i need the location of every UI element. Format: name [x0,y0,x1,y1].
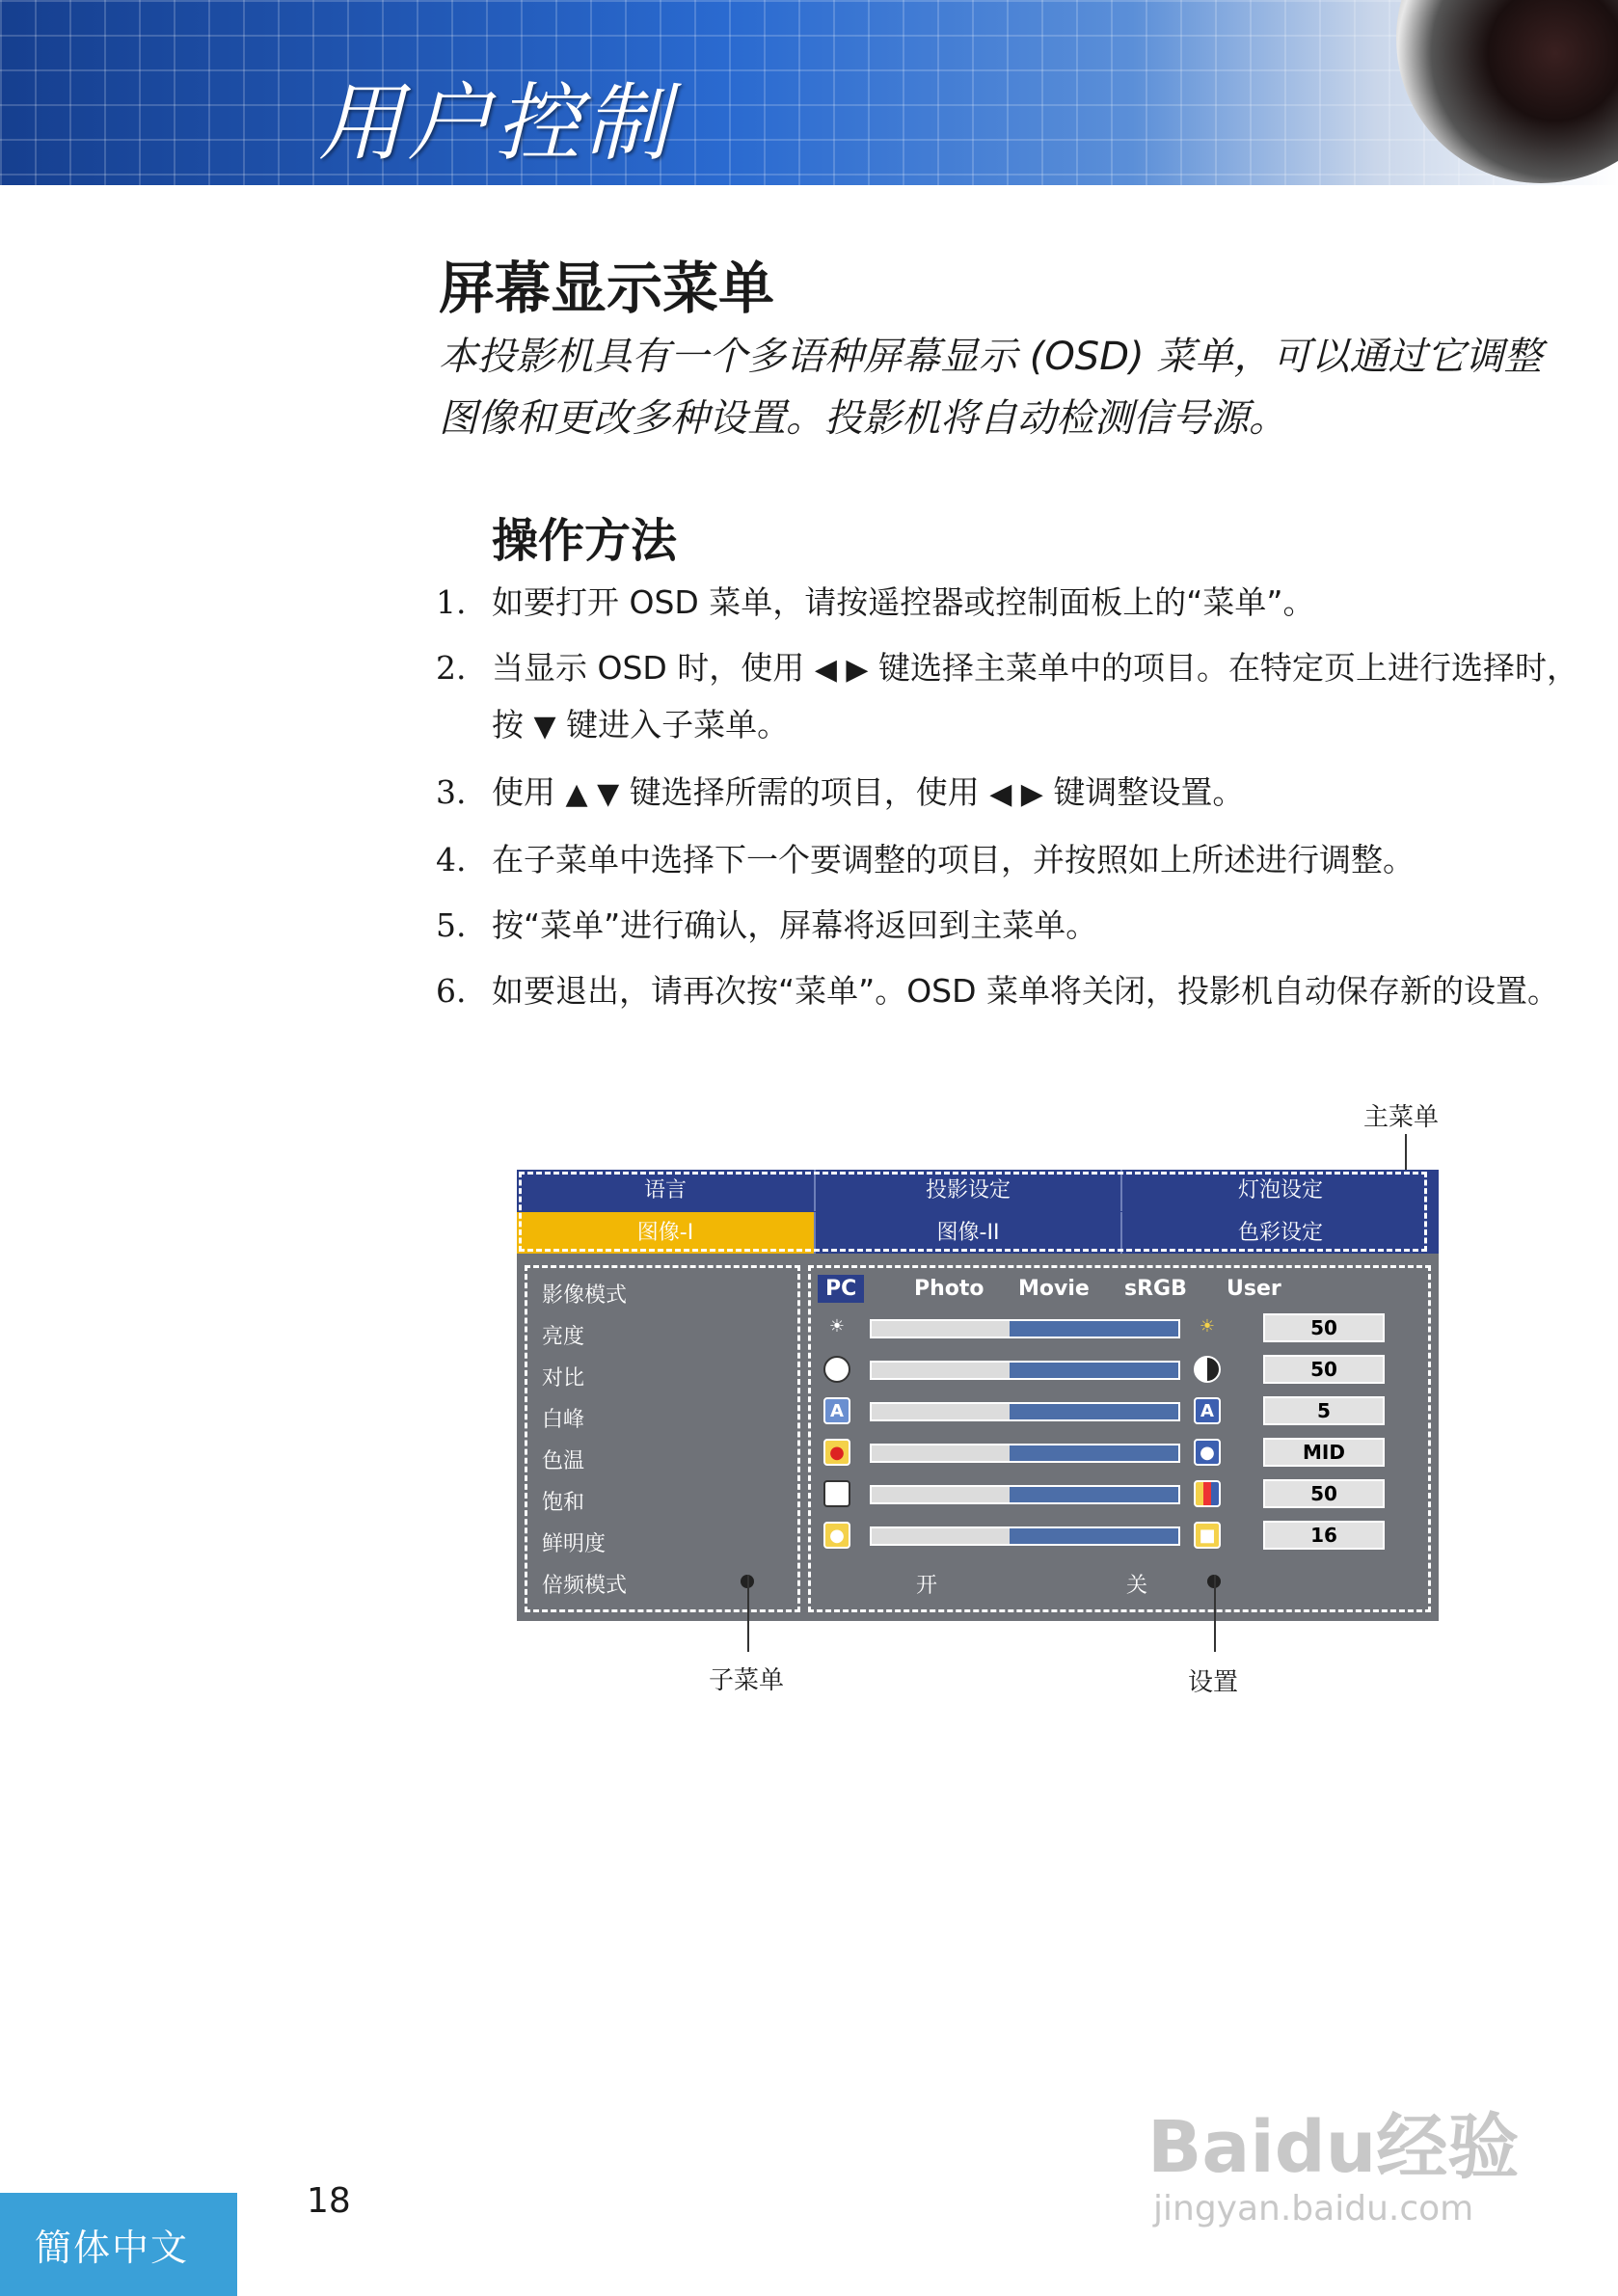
mode-option[interactable]: sRGB [1124,1277,1187,1301]
header-banner [0,0,1618,185]
submenu-item[interactable]: 白峰 [542,1408,585,1432]
osd-menu-diagram [517,1170,1439,1621]
color-temp-value: MID [1263,1438,1385,1467]
watermark-url: jingyan.baidu.com [1153,2189,1474,2228]
chapter-title: 用户控制 [318,73,674,173]
page-number: 18 [307,2181,351,2221]
sharpness-max-icon: ■ [1194,1522,1221,1549]
callout-line [1214,1575,1216,1652]
saturation-max-icon [1194,1480,1221,1507]
tab-color[interactable]: 色彩设定 [1237,1221,1323,1245]
slider-fill [1010,1487,1178,1502]
slider-fill [1010,1445,1178,1461]
submenu-item[interactable]: 亮度 [542,1325,585,1349]
steps-list [436,575,1593,1029]
submenu-item[interactable]: 鲜明度 [542,1532,607,1556]
white-peak-icon: A [823,1397,850,1424]
mode-option[interactable]: Photo [914,1277,984,1301]
callout-settings: 设置 [1188,1668,1239,1697]
saturation-value: 50 [1263,1479,1385,1508]
tab-projection[interactable]: 投影设定 [816,1170,1122,1211]
sharpness-slider[interactable] [870,1526,1180,1546]
sharpness-value: 16 [1263,1521,1385,1550]
submenu-item[interactable]: 色温 [542,1449,585,1473]
contrast-icon [823,1356,850,1383]
submenu-outline [525,1265,800,1612]
step-item: 5. 按“菜单”进行确认，屏幕将返回到主菜单。 [436,906,1098,944]
saturation-slider[interactable] [870,1485,1180,1504]
toggle-on-option[interactable]: 开 [916,1574,938,1598]
callout-line [747,1575,749,1652]
submenu-item[interactable]: 影像模式 [542,1283,628,1308]
white-peak-max-icon: A [1194,1397,1221,1424]
step-item: 6. 如要退出，请再次按“菜单”。OSD 菜单将关闭，投影机自动保存新的设置。 [436,972,1560,1010]
callout-submenu: 子菜单 [709,1666,785,1695]
brightness-icon: ☀ [828,1316,846,1337]
white-peak-slider[interactable] [870,1402,1180,1421]
contrast-max-icon [1194,1356,1221,1383]
brightness-max-icon: ☀ [1199,1316,1216,1337]
toggle-off-option[interactable]: 关 [1126,1574,1148,1598]
step-item: 3. 使用 ▲ ▼ 键选择所需的项目，使用 ◀ ▶ 键调整设置。 [436,773,1245,811]
left-right-arrow-icon: ◀ ▶ [989,777,1043,811]
slider-fill [1010,1404,1178,1419]
watermark-logo: Baidu经验 [1147,2106,1520,2189]
brightness-slider[interactable] [870,1319,1180,1338]
tab-lamp[interactable]: 灯泡设定 [1237,1178,1323,1202]
mode-option[interactable]: Movie [1018,1277,1090,1301]
slider-fill [1010,1363,1178,1378]
step-item: 2. 当显示 OSD 时，使用 ◀ ▶ 键选择主菜单中的项目。在特定页上进行选择时，按 ▼ 键进入子菜单。 [436,649,1578,743]
mode-option[interactable]: User [1227,1277,1281,1301]
color-temp-max-icon: ● [1194,1439,1221,1466]
section-title: 屏幕显示菜单 [439,256,775,321]
color-temp-icon: ● [823,1439,850,1466]
callout-main-menu: 主菜单 [1363,1103,1440,1132]
submenu-item[interactable]: 对比 [542,1366,585,1391]
submenu-item[interactable]: 饱和 [542,1491,585,1515]
sharpness-icon: ● [823,1522,850,1549]
contrast-value: 50 [1263,1355,1385,1384]
tab-language[interactable]: 语言 [517,1170,816,1211]
submenu-item[interactable]: 倍频模式 [542,1574,628,1598]
white-peak-value: 5 [1263,1396,1385,1425]
tab-image-1[interactable]: 图像-I [517,1212,816,1254]
down-arrow-icon: ▼ [533,710,556,743]
step-item: 4. 在子菜单中选择下一个要调整的项目，并按照如上所述进行调整。 [436,841,1415,878]
color-temp-slider[interactable] [870,1444,1180,1463]
slider-fill [1010,1321,1178,1337]
slider-fill [1010,1528,1178,1544]
up-down-arrow-icon: ▲ ▼ [565,777,620,811]
main-menu [517,1170,1439,1254]
contrast-slider[interactable] [870,1361,1180,1380]
footer-language: 簡体中文 [35,2227,190,2269]
mode-option[interactable]: PC [818,1275,864,1303]
left-right-arrow-icon: ◀ ▶ [814,653,869,687]
main-menu-outline [519,1172,1427,1252]
subsection-title: 操作方法 [492,514,678,568]
brightness-value: 50 [1263,1313,1385,1342]
submenu-panel [517,1254,1439,1621]
tab-image-2[interactable]: 图像-II [816,1212,1122,1254]
saturation-icon [823,1480,850,1507]
section-intro: 本投影机具有一个多语种屏幕显示 (OSD) 菜单，可以通过它调整图像和更改多种设置。投影机将自动检测信号源。 [439,335,1543,441]
step-item: 1. 如要打开 OSD 菜单，请按遥控器或控制面板上的“菜单”。 [436,583,1315,621]
